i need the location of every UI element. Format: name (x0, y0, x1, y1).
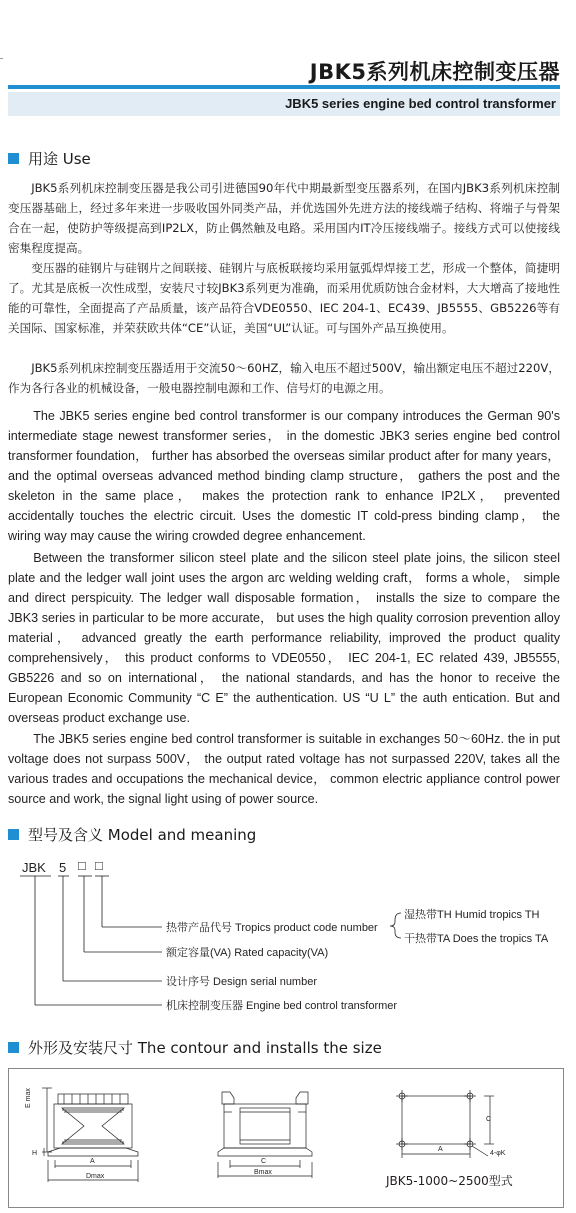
rated-capacity-label: 额定容量(VA) Rated capacity(VA) (166, 947, 329, 959)
model-code-prefix: JBK (22, 860, 46, 875)
section-contour-title: 外形及安装尺寸 The contour and installs the size (28, 1038, 382, 1057)
hole-leader (472, 1146, 488, 1156)
tropics-humid-label: 湿热带TH Humid tropics TH (404, 909, 540, 921)
side-body (224, 1104, 306, 1148)
use-en-paragraph-1: The JBK5 series engine bed control transformer is our company introduces the German 90's intermediate stage newest transformer series， in the domestic JBK3 series engine bed control transformer foundation， further has absorbed the overseas similar product after for many years， and the optimal overseas advanced method binding clamp structure， gathers the post and the skeleton in the same place， makes the protection rank to enhance IP2LX， prevented accidentally touches the electric circuit. Uses the domestic IT cold-press binding clamp， the wiring way may cause the wiring crowded degree enhancement. (8, 409, 560, 543)
section-use-heading (8, 148, 91, 168)
terminal-block-top (58, 1094, 128, 1104)
model-code-digit: 5 (59, 860, 67, 875)
section-contour-heading (8, 1037, 382, 1057)
model-code-box-tropics: □ (95, 858, 103, 873)
use-cn-paragraph-3: JBK5系列机床控制变压器适用于交流50～60HZ，输入电压不超过500V，输出额定电压不超过220V，作为各行各业的机械设备，一般电器控制电源和工作、信号灯的电源之用。 (8, 361, 560, 395)
left-terminal (222, 1092, 234, 1104)
label-4-phi-k: 4-φK (490, 1150, 506, 1157)
label-bmax: Bmax (254, 1169, 272, 1176)
tropics-brace (390, 913, 401, 938)
title-rule (8, 85, 560, 89)
label-dmax: Dmax (86, 1173, 105, 1180)
machine-transformer-label: 机床控制变压器 Engine bed control transformer (166, 1000, 398, 1012)
model-code-box-capacity: □ (78, 858, 86, 873)
section-model-title: 型号及含义 Model and meaning (28, 825, 257, 844)
label-a-plan: A (438, 1146, 443, 1153)
figure-caption: JBK5-1000~2500型式 (386, 1174, 513, 1188)
use-cn-paragraph-1: JBK5系列机床控制变压器是我公司引进德国90年代中期最新型变压器系列，在国内JBK3系列机床控制变压器基础上，经过多年来进一步吸收国外同类产品，并优选国外先进方法的接线端子结构、将端子与骨架合在一起，使防护等级提高到IP2LX，防止偶然触及电路。采用国内IT冷压接线端子。接线方式可以使接线密集程度提高。 (8, 181, 560, 255)
use-en-paragraph-2: Between the transformer silicon steel plate and the silicon steel plate joins, the silicon steel plate and the ledger wall joint uses the argon arc welding welding craft， forms a whole， simple and direct perspicuity. The ledger wall disposable formation， installs the size to compare the JBK3 series in particular to be more accurate， but uses the high quality corrosion prevention alloy material， advanced greatly the earth performance reliability, improved the product quality comprehensively， this product conforms to VDE0550， IEC 204-1, EC related 439, JB5555, GB5226 and so on international， the national standards, and has the honor to receive the European Economic Community “C E” the authentication. US “U L” the auth entication. But and overseas product exchange use. (8, 551, 560, 725)
section-bullet-icon (8, 829, 19, 840)
mounting-plan-drawing (386, 1082, 546, 1162)
right-terminal (296, 1092, 308, 1104)
label-emax: E max (25, 1088, 32, 1108)
mounting-outline (402, 1096, 470, 1144)
coil-outline (62, 1108, 124, 1144)
page-subtitle: JBK5 series engine bed control transformer (285, 96, 556, 111)
tropics-code-label: 热带产品代号 Tropics product code number (166, 922, 378, 934)
side-base (218, 1148, 312, 1156)
margin-mark (0, 58, 3, 59)
base-plate (48, 1148, 138, 1156)
label-a-front: A (90, 1158, 95, 1165)
tropics-dry-label: 干热带TA Does the tropics TA (404, 933, 549, 945)
coil-side (240, 1108, 290, 1144)
section-bullet-icon (8, 153, 19, 164)
section-use-title: 用途 Use (28, 149, 91, 168)
section-model-heading (8, 824, 256, 844)
page-title: JBK5系列机床控制变压器 (309, 60, 560, 84)
section-bullet-icon (8, 1042, 19, 1053)
label-c-plan: C (486, 1116, 492, 1123)
use-en-paragraph-3: The JBK5 series engine bed control transformer is suitable in exchanges 50～60Hz. the in put voltage does not surpass 500V， the output rated voltage has not surpassed 220V, takes all the various trades and occupations the mechanical device， common electric appliance control power source and work, the signal light using of power source. (8, 732, 560, 806)
label-h: H (32, 1150, 38, 1157)
design-serial-label: 设计序号 Design serial number (166, 976, 317, 988)
label-c-side: C (261, 1158, 267, 1165)
use-cn-paragraph-2: 变压器的硅钢片与硅钢片之间联接、硅钢片与底板联接均采用氩弧焊焊接工艺，形成一个整体，简捷明了。尤其是底板一次性成型，安装尺寸较JBK3系列更为准确，而采用优质防蚀合金材料，大大增高了接地性能的可靠性，全面提高了产品质量，该产品符合VDE0550、IEC 204-1、EC439、JB5555、GB5226等有关国际、国家标准，并荣获欧共体“CE”认证，美国“UL”认证。可与国外产品互换使用。 (8, 261, 560, 335)
